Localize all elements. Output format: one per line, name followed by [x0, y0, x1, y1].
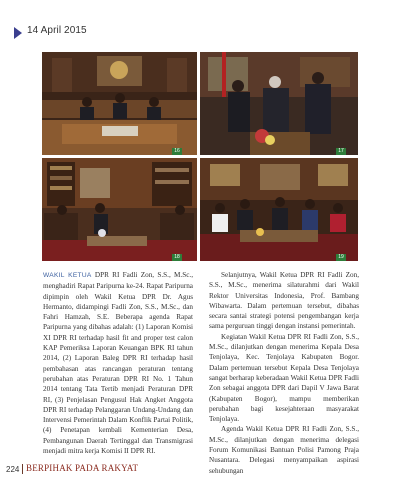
photo-number-badge: 17	[336, 148, 346, 155]
photo-group-meeting	[200, 158, 358, 261]
right-paragraph-2: Kegiatan Wakil Ketua DPR RI Fadli Zon, S.S., M.Sc., dilanjutkan dengan menerima Kepala Desa Tenjolaya, Kec. Tenjolaya Kabupaten Bogor. Dalam pertemuan tersebut Kepala Desa Tenjolaya sangat berharap keberadaan Wakil Ketua DPR Fadli Zon sebagai anggota DPR dari Dapil V Jawa Barat (Kabupaten Bogor), mampu memberikan perubahan bagi kesejahteraan masyarakat Tenjolaya.	[209, 332, 359, 424]
photo-plenary-session	[42, 52, 197, 155]
footer-title: BERPIHAK PADA RAKYAT	[26, 463, 139, 473]
footer-divider	[22, 464, 23, 474]
date-arrow-icon	[14, 27, 22, 39]
body-column-right	[209, 270, 359, 476]
photo-number-badge: 18	[172, 254, 182, 261]
photo-handshake	[200, 52, 358, 155]
photo-library-meeting	[42, 158, 197, 261]
body-column-left	[43, 270, 193, 456]
lead-text: WAKIL KETUA	[43, 272, 92, 279]
left-paragraph: DPR RI Fadli Zon, S.S., M.Sc., menghadiri Rapat Paripurna ke-24. Rapat Paripurna dipimpin oleh Wakil Ketua DPR Dr. Agus Hermanto, didampingi Fadli Zon, S.S., M.Sc., dan Fahri Hamzah, S.E. Beberapa agenda Rapat Paripurna yang dibahas adalah: (1) Laporan Komisi XI DPR RI terhadap hasil fit and proper test calon KAP Pemeriksa Laporan Keuangan BPK RI tahun 2014, (2) Laporan Baleg DPR RI terhadap hasil pembahasan atas rancangan peraturan tentang perubahan atas Peraturan DPR RI No. 1 Tahun 2014 tentang Tata Tertib menjadi Peraturan DPR RI, (3) Penjelasan Pengusul Hak Angket Anggota DPR RI terhadap Pelanggaran Undang-Undang dan Intervensi Pemerintah Dalam Konflik Partai Politik, (4) Penetapan kembali Kementerian Desa, Pembangunan Daerah Tertinggal dan Transmigrasi menjadi mitra kerja Komisi II DPR RI.	[43, 271, 193, 456]
photo-number-badge: 16	[172, 148, 182, 155]
right-paragraph-1: Selanjutnya, Wakil Ketua DPR RI Fadli Zon, S.S., M.Sc., menerima silaturahmi dari Wakil Rektor Universitas Indonesia, Prof. Bambang Wibawarta. Dalam pertemuan tersebut, dibahas secara santai strategi potensi pengembangan kerja sama perguruan tinggi dengan instansi pemerintah.	[209, 271, 359, 331]
page-number: 224	[6, 465, 20, 474]
photo-number-badge: 19	[336, 254, 346, 261]
page-date: 14 April 2015	[27, 25, 87, 36]
right-paragraph-3: Agenda Wakil Ketua DPR RI Fadli Zon, S.S., M.Sc., dilanjutkan dengan menerima delegasi Forum Komunikasi Bantuan Polisi Pamong Praja Nusantara. Delegasi menyampaikan aspirasi sehubungan	[209, 425, 359, 475]
